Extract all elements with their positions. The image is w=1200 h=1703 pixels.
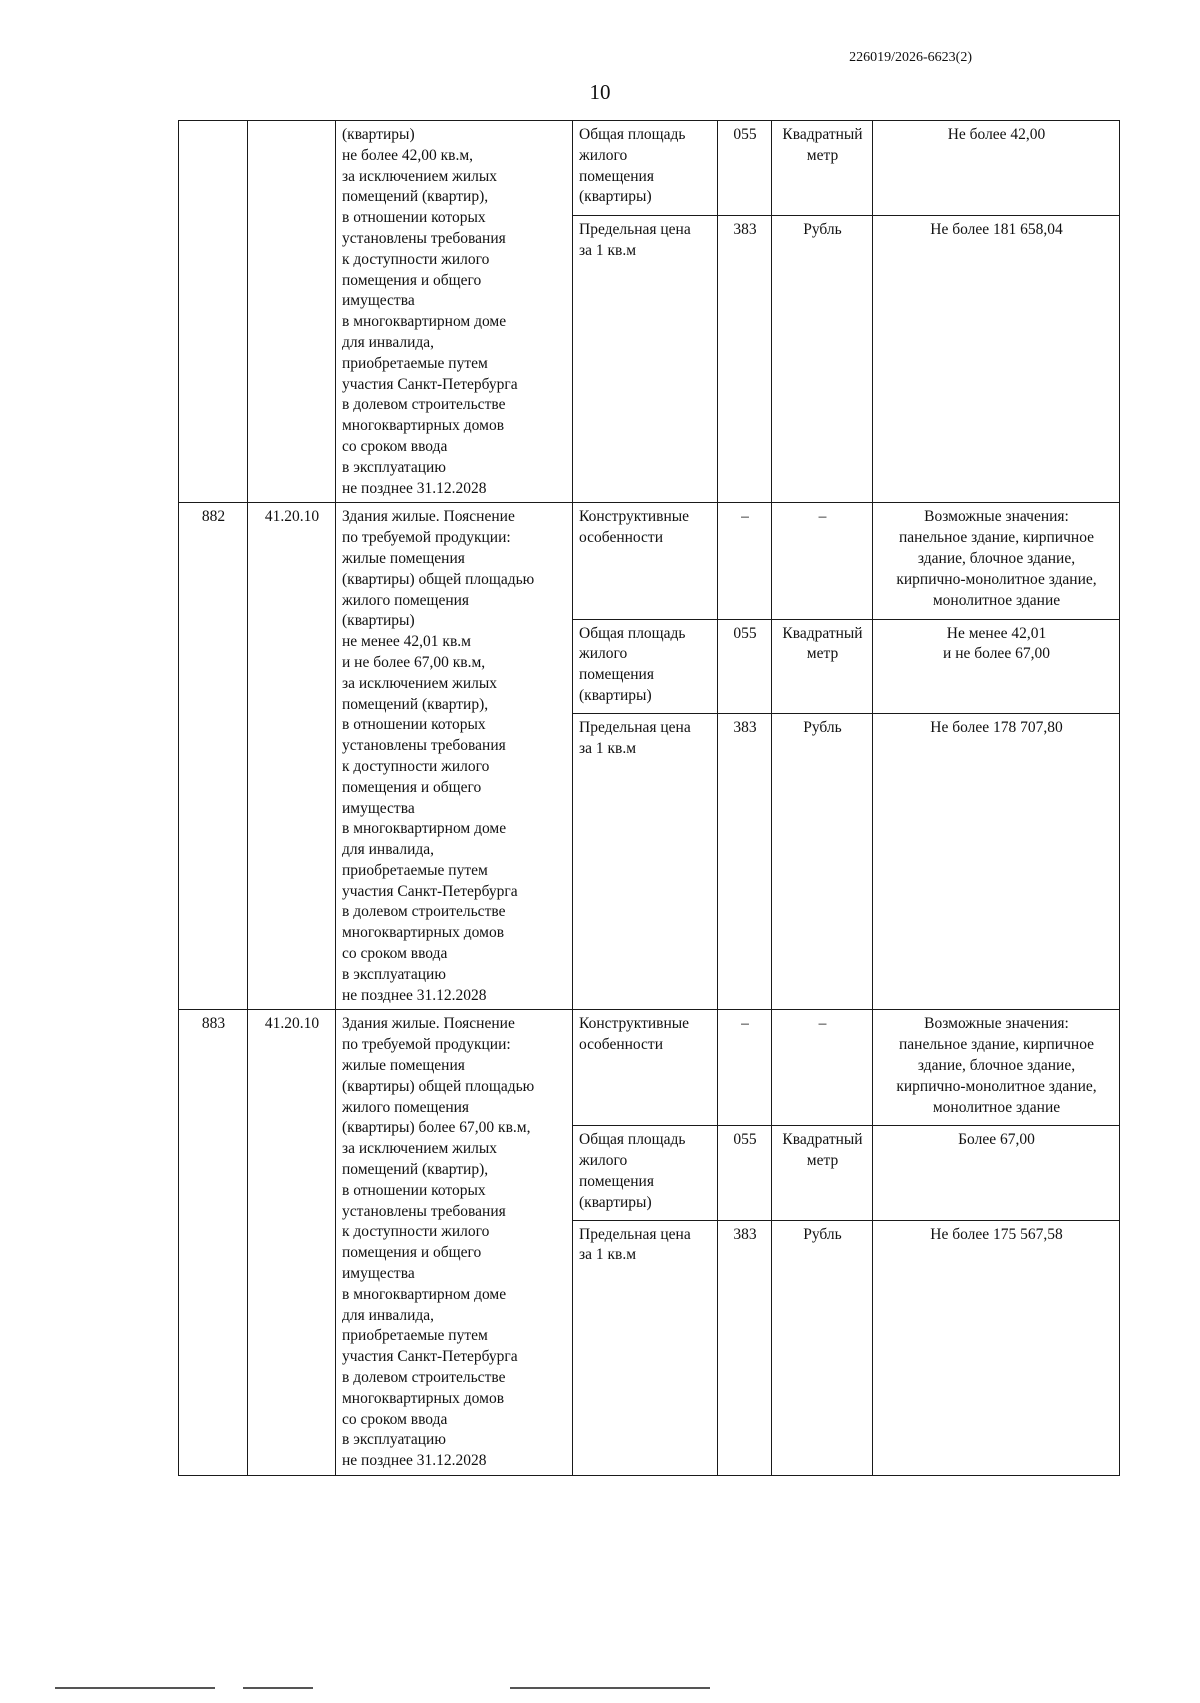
unit-name: Рубль [772, 714, 873, 1010]
characteristic-value: Не более 181 658,04 [873, 216, 1120, 503]
table-row [179, 503, 1120, 619]
okei-code: 055 [718, 1126, 772, 1220]
product-name: Здания жилые. Пояснение по требуемой продукции: жилые помещения (квартиры) общей площадью жилого помещения (квартиры) более 67,00 кв.м, за исключением жилых помещений (квартир), в отношении которых установлены требования к доступности жилого помещения и общего имущества в многоквартирном доме для инвалида, приобретаемые путем участия Санкт-Петербурга в долевом строительстве многоквартирных домов со сроком ввода в эксплуатацию не позднее 31.12.2028 [336, 1010, 573, 1476]
okei-code: 383 [718, 216, 772, 503]
page-number: 10 [589, 80, 611, 104]
okpd-code [248, 121, 336, 503]
characteristic-name: Предельная цена за 1 кв.м [573, 1220, 718, 1475]
characteristic-value: Более 67,00 [873, 1126, 1120, 1220]
okei-code: 055 [718, 619, 772, 714]
okei-code: 383 [718, 714, 772, 1010]
characteristic-name: Конструктивные особенности [573, 1010, 718, 1126]
okei-code: – [718, 1010, 772, 1126]
unit-name: Рубль [772, 216, 873, 503]
okpd-code: 41.20.10 [248, 1010, 336, 1476]
unit-name: Рубль [772, 1220, 873, 1475]
characteristic-value: Возможные значения: панельное здание, кирпичное здание, блочное здание, кирпично-монолитное здание, монолитное здание [873, 1010, 1120, 1126]
table-row [179, 1010, 1120, 1126]
okei-code: 383 [718, 1220, 772, 1475]
product-name: (квартиры) не более 42,00 кв.м, за исключением жилых помещений (квартир), в отношении которых установлены требования к доступности жилого помещения и общего имущества в многоквартирном доме для инвалида, приобретаемые путем участия Санкт-Петербурга в долевом строительстве многоквартирных домов со сроком ввода в эксплуатацию не позднее 31.12.2028 [336, 121, 573, 503]
item-number [179, 121, 248, 503]
product-name: Здания жилые. Пояснение по требуемой продукции: жилые помещения (квартиры) общей площадью жилого помещения (квартиры) не менее 42,01 кв.м и не более 67,00 кв.м, за исключением жилых помещений (квартир), в отношении которых установлены требования к доступности жилого помещения и общего имущества в многоквартирном доме для инвалида, приобретаемые путем участия Санкт-Петербурга в долевом строительстве многоквартирных домов со сроком ввода в эксплуатацию не позднее 31.12.2028 [336, 503, 573, 1010]
okpd-code: 41.20.10 [248, 503, 336, 1010]
product-spec-table [178, 120, 1120, 1476]
characteristic-name: Общая площадь жилого помещения (квартиры) [573, 121, 718, 216]
characteristic-value: Не менее 42,01 и не более 67,00 [873, 619, 1120, 714]
scan-edge-marks [55, 1687, 755, 1691]
characteristic-name: Конструктивные особенности [573, 503, 718, 619]
table-row [179, 121, 1120, 216]
document-number: 226019/2026-6623(2) [849, 50, 972, 65]
okei-code: – [718, 503, 772, 619]
unit-name: – [772, 503, 873, 619]
characteristic-name: Предельная цена за 1 кв.м [573, 216, 718, 503]
characteristic-name: Общая площадь жилого помещения (квартиры) [573, 1126, 718, 1220]
characteristic-value: Возможные значения: панельное здание, кирпичное здание, блочное здание, кирпично-монолитное здание, монолитное здание [873, 503, 1120, 619]
characteristic-name: Общая площадь жилого помещения (квартиры) [573, 619, 718, 714]
characteristic-value: Не более 178 707,80 [873, 714, 1120, 1010]
unit-name: Квадратный метр [772, 619, 873, 714]
table-body [179, 121, 1120, 1476]
okei-code: 055 [718, 121, 772, 216]
item-number: 882 [179, 503, 248, 1010]
characteristic-value: Не более 42,00 [873, 121, 1120, 216]
characteristic-value: Не более 175 567,58 [873, 1220, 1120, 1475]
characteristic-name: Предельная цена за 1 кв.м [573, 714, 718, 1010]
unit-name: – [772, 1010, 873, 1126]
item-number: 883 [179, 1010, 248, 1476]
unit-name: Квадратный метр [772, 121, 873, 216]
unit-name: Квадратный метр [772, 1126, 873, 1220]
